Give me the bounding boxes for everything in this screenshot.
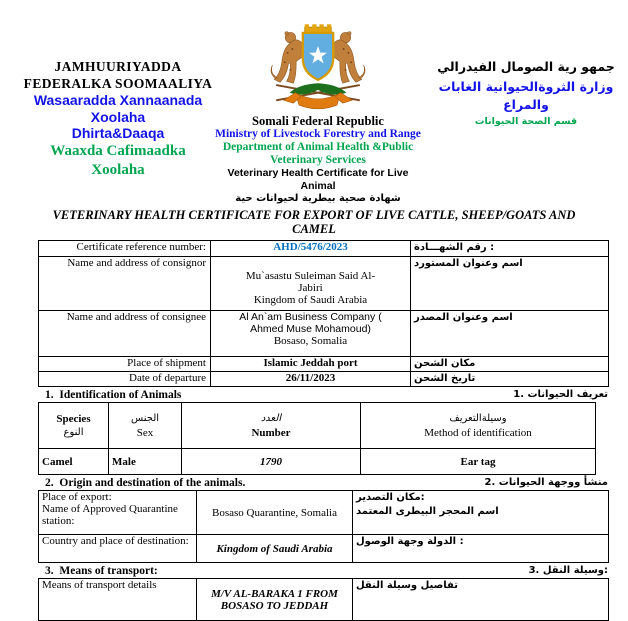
- ref-number-label: Certificate reference number:: [39, 241, 211, 257]
- consignee-city: Bosaso, Somalia: [273, 335, 348, 347]
- center-header-block: [212, 24, 424, 205]
- table-row: [39, 491, 609, 535]
- arabic-republic-line: جمهو رية الصومال الفيدرالي: [437, 59, 615, 74]
- table-row: [39, 241, 609, 257]
- destination-value: Kingdom of Saudi Arabia: [197, 535, 353, 563]
- somali-department-line1: Waaxda Cafimaadka: [50, 142, 186, 159]
- consignee-label-arabic: اسم وعنوان المصدر: [411, 311, 609, 357]
- method-header-arabic: وسيلةالتعريف: [449, 412, 507, 424]
- ribbon: [284, 93, 352, 109]
- consignor-label: Name and address of consignor: [39, 257, 211, 311]
- number-header: [182, 403, 361, 449]
- export-place-label-line3: station:: [42, 515, 75, 527]
- departure-value: 26/11/2023: [211, 372, 411, 387]
- departure-label-arabic: تاريخ الشحن: [411, 372, 609, 387]
- crown-icon: [305, 24, 332, 33]
- transport-details-line2: BOSASO TO JEDDAH: [220, 599, 329, 612]
- section2-heading: [0, 475, 628, 490]
- sex-header-en: Sex: [136, 426, 154, 439]
- sex-header: [109, 403, 182, 449]
- document-header: [0, 0, 628, 203]
- export-place-label-line1: Place of export:: [42, 491, 112, 503]
- right-leopard: [333, 32, 365, 84]
- destination-label-arabic: الدولة وجهة الوصول :: [353, 535, 609, 563]
- consignor-name-line2: Jabiri: [298, 282, 323, 294]
- consignee-value: [211, 311, 411, 357]
- arabic-header-block: [428, 56, 624, 130]
- export-place-arabic-line1: مكان التصدير:: [356, 492, 425, 503]
- somali-republic-line1: JAMHUURIYADDA: [54, 59, 182, 74]
- document-title-line1: VETERINARY HEALTH CERTIFICATE FOR EXPORT OF LIVE CATTLE, SHEEP/GOATS AND: [52, 208, 576, 222]
- table-header-row: [39, 403, 596, 449]
- method-header: [361, 403, 596, 449]
- somali-ministry-line3: Dhirta&Daaqa: [71, 125, 165, 141]
- consignor-name-line1: Mu`asastu Suleiman Said Al-: [245, 270, 376, 282]
- certificate-subtitle: Veterinary Health Certificate for Live Animal: [227, 167, 409, 192]
- number-header-arabic: العدد: [260, 412, 282, 424]
- section1-heading-en: 1. Identification of Animals: [45, 388, 182, 401]
- species-header-arabic: النوع: [63, 426, 84, 438]
- species-header: [39, 403, 109, 449]
- department-title-line1: Department of Animal Health &Public: [222, 141, 414, 153]
- certificate-info-table: [38, 240, 609, 387]
- consignee-name-line2: Ahmed Muse Mohamoud): [250, 323, 371, 335]
- section2-heading-en: 2. Origin and destination of the animals.: [45, 476, 246, 489]
- left-leopard: [271, 32, 303, 84]
- shipment-label-arabic: مكان الشحن: [411, 357, 609, 372]
- somali-ministry-line2: Xoolaha: [90, 108, 146, 125]
- section3-heading-en: 3. Means of transport:: [45, 564, 158, 577]
- ministry-title: Ministry of Livestock Forestry and Range: [215, 128, 421, 140]
- somali-republic-line2: FEDERALKA SOOMAALIYA: [23, 76, 213, 91]
- table-row: [39, 372, 609, 387]
- arabic-department-line: قسم الصحة الحيوانات: [474, 116, 578, 127]
- destination-label: Country and place of destination:: [39, 535, 197, 563]
- section2-heading-arabic: 2. منشأ ووجهة الحيوانات: [484, 476, 608, 488]
- somali-header-block: [2, 58, 234, 180]
- document-title-line2: CAMEL: [292, 222, 336, 236]
- method-header-en: Method of identification: [424, 426, 532, 439]
- somali-department-line2: Xoolaha: [91, 161, 145, 178]
- species-header-en: Species: [56, 412, 91, 425]
- document-title: [0, 208, 628, 236]
- consignor-value: [211, 257, 411, 311]
- sex-value: Male: [109, 449, 182, 475]
- sex-header-arabic: الجنس: [130, 412, 160, 424]
- section3-heading: [0, 563, 628, 578]
- transport-details-label: Means of transport details: [39, 579, 197, 621]
- somali-ministry-line1: Wasaaradda Xannaanada: [33, 92, 203, 108]
- number-header-en: Number: [251, 426, 291, 439]
- certificate-subtitle-arabic: شهادة صحية بيطرية لحيوانات حية: [235, 193, 401, 204]
- transport-table: [38, 578, 609, 621]
- table-row: [39, 257, 609, 311]
- table-row: [39, 535, 609, 563]
- table-row: [39, 579, 609, 621]
- consignee-label: Name and address of consignee: [39, 311, 211, 357]
- export-place-value: Bosaso Quarantine, Somalia: [197, 491, 353, 535]
- shipment-value: Islamic Jeddah port: [211, 357, 411, 372]
- species-value: Camel: [39, 449, 109, 475]
- animal-identification-table: [38, 402, 596, 475]
- ref-number-value: AHD/5476/2023: [273, 241, 348, 253]
- consignor-country: Kingdom of Saudi Arabia: [253, 294, 368, 306]
- ref-number-label-arabic: رقم الشهـــادة :: [411, 241, 609, 257]
- arabic-ministry-line1: وزارة الثروةالحيوانية الغابات: [438, 79, 614, 94]
- consignor-label-arabic: اسم وعنوان المستورد: [411, 257, 609, 311]
- export-place-label-arabic: [353, 491, 609, 535]
- table-row: [39, 357, 609, 372]
- somalia-coat-of-arms: [261, 24, 375, 112]
- section1-heading: [0, 387, 628, 402]
- transport-details-label-arabic: تفاصيل وسيلة النقل: [353, 579, 609, 621]
- section1-heading-arabic: 1. تعريف الحيوانات: [513, 388, 608, 400]
- table-row: [39, 449, 596, 475]
- transport-details-value: [197, 579, 353, 621]
- shipment-label: Place of shipment: [39, 357, 211, 372]
- export-place-label: [39, 491, 197, 535]
- departure-label: Date of departure: [39, 372, 211, 387]
- republic-title: Somali Federal Republic: [252, 114, 384, 128]
- export-place-arabic-line2: اسم المحجر البيطرى المعتمد: [356, 506, 499, 517]
- number-value: 1790: [182, 449, 361, 475]
- arabic-ministry-line2: والمراع: [503, 97, 549, 112]
- department-title-line2: Veterinary Services: [270, 154, 366, 166]
- export-place-label-line2: Name of Approved Quarantine: [42, 503, 178, 515]
- consignee-name-line1: Al An`am Business Company (: [239, 311, 382, 323]
- transport-details-line1: M/V AL-BARAKA 1 FROM: [211, 587, 338, 600]
- table-row: [39, 311, 609, 357]
- section3-heading-arabic: 3. وسيلة النقل:: [528, 564, 608, 576]
- origin-destination-table: [38, 490, 609, 563]
- method-value: Ear tag: [361, 449, 596, 475]
